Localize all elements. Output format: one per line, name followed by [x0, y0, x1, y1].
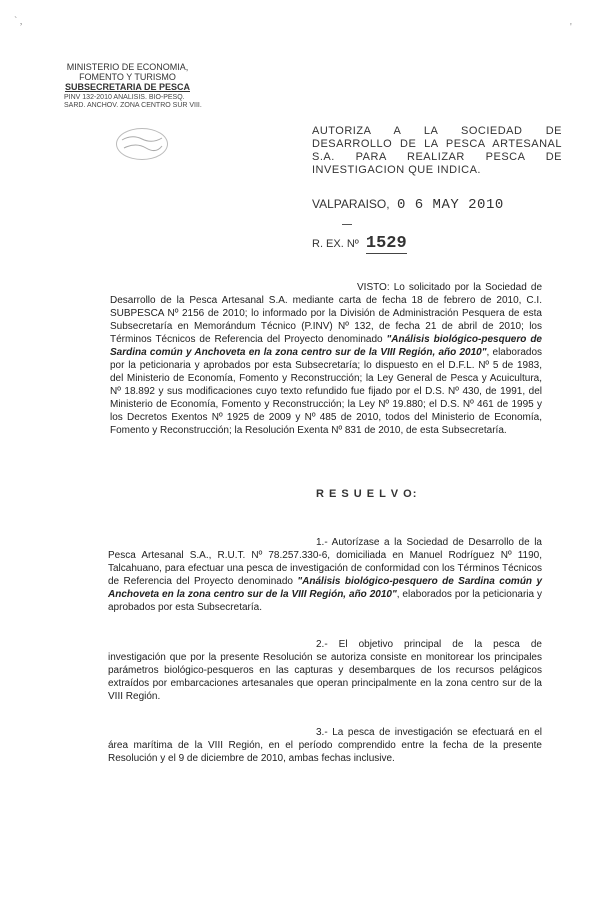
resolution-number [312, 234, 407, 253]
visto-label: VISTO: [357, 282, 390, 293]
document-title: AUTORIZA A LA SOCIEDAD DE DESARROLLO DE LA PESCA ARTESANAL S.A. PARA REALIZAR PESCA DE INVESTIGACION QUE INDICA. [312, 125, 562, 176]
subsecretaria-name: SUBSECRETARIA DE PESCA [64, 82, 190, 92]
reference-line-2: SARD. ANCHOV. ZONA CENTRO SUR VIII. [64, 102, 202, 109]
place-date [312, 197, 504, 213]
reference-line-1: PINV 132-2010 ANALISIS. BIO-PESQ. [64, 94, 185, 101]
visto-text-cont: , elaborados por la peticionaria y aprobados por esta Subsecretaría; lo dispuesto en el D.F.L. Nº 5 de 1983, del Ministerio de Economía, Fomento y Reconstrucción; la Ley General de Pesca y Acuicultura, Nº 18.892 y sus modificaciones cuyo texto refundido fue fijado por el D.S. Nº 430, de 1991, del Ministerio de Economía, Fomento y Reconstrucción; la Ley Nº 19.880; el D.S. Nº 461 de 1995 y los Decretos Exentos Nº 1925 de 2009 y Nº 485 de 2010, todos del Ministerio de Economía, Fomento y Reconstrucción; la Resolución Exenta Nº 831 de 2010, de esta Subsecretaría. [110, 347, 543, 436]
resolution-item-3 [108, 726, 542, 765]
resolution-item-1 [108, 536, 542, 614]
ministry-name: MINISTERIO DE ECONOMIA, [66, 62, 189, 72]
stamp-scribble-icon [118, 130, 166, 158]
resolution-item-2 [108, 638, 542, 703]
project-name: "Análisis biológico-pesquero de Sardina común y Anchoveta en la zona centro sur de la VIII Región, año 2010" [110, 334, 542, 358]
divider [342, 224, 352, 225]
ministry-name-cont: FOMENTO Y TURISMO [79, 72, 176, 82]
item-1-text: 1.- Autorízase a la Sociedad de Desarrollo de la Pesca Artesanal S.A., R.U.T. Nº 78.257.330-6, domiciliada en Manuel Rodríguez Nº 1190, Talcahuano, para efectuar una pesca de investigación de conformidad con los Términos Técnicos de Referencia del Proyecto denominado [108, 537, 542, 587]
item-3-text: 3.- La pesca de investigación se efectuará en el área marítima de la VIII Región, en el período comprendido entre la fecha de la presente Resolución y el 9 de diciembre de 2010, ambas fechas inclusive. [108, 727, 542, 764]
corner-mark: ` , [14, 16, 23, 27]
item-2-text: 2.- El objetivo principal de la pesca de investigación que por la presente Resolución se autoriza consiste en monitorear los principales parámetros biológico-pesqueros en las capturas y desembarques de los recursos pelágicos extraídos por embarcaciones artesanales que operan principalmente en la zona centro sur de la VIII Región. [108, 639, 542, 702]
date-stamp: 0 6 MAY 2010 [396, 197, 504, 213]
visto-paragraph [110, 281, 542, 437]
place: VALPARAISO, [312, 197, 390, 211]
resolution-number-value: 1529 [365, 234, 407, 253]
reference-code [64, 94, 214, 110]
item-1-tail: , elaborados por la peticionaria y aprobados por esta Subsecretaría. [108, 589, 543, 613]
corner-mark: ' [570, 22, 572, 33]
ministry-header [60, 62, 195, 92]
resolution-label: R. EX. Nº [312, 238, 359, 250]
resuelvo-heading: R E S U E L V O: [316, 488, 418, 500]
item-1-project: "Análisis biológico-pesquero de Sardina común y Anchoveta en la zona centro sur de la VIII Región, año 2010" [108, 576, 543, 600]
visto-text: Lo solicitado por la Sociedad de Desarrollo de la Pesca Artesanal S.A. mediante carta de fecha 18 de febrero de 2010, C.I. SUBPESCA Nº 2156 de 2010; lo informado por la División de Administración Pesquera de esta Subsecretaría en Memorándum Técnico (P.INV) Nº 132, de fecha 21 de abril de 2010; los Términos Técnicos de Referencia del Proyecto denominado [110, 282, 543, 345]
